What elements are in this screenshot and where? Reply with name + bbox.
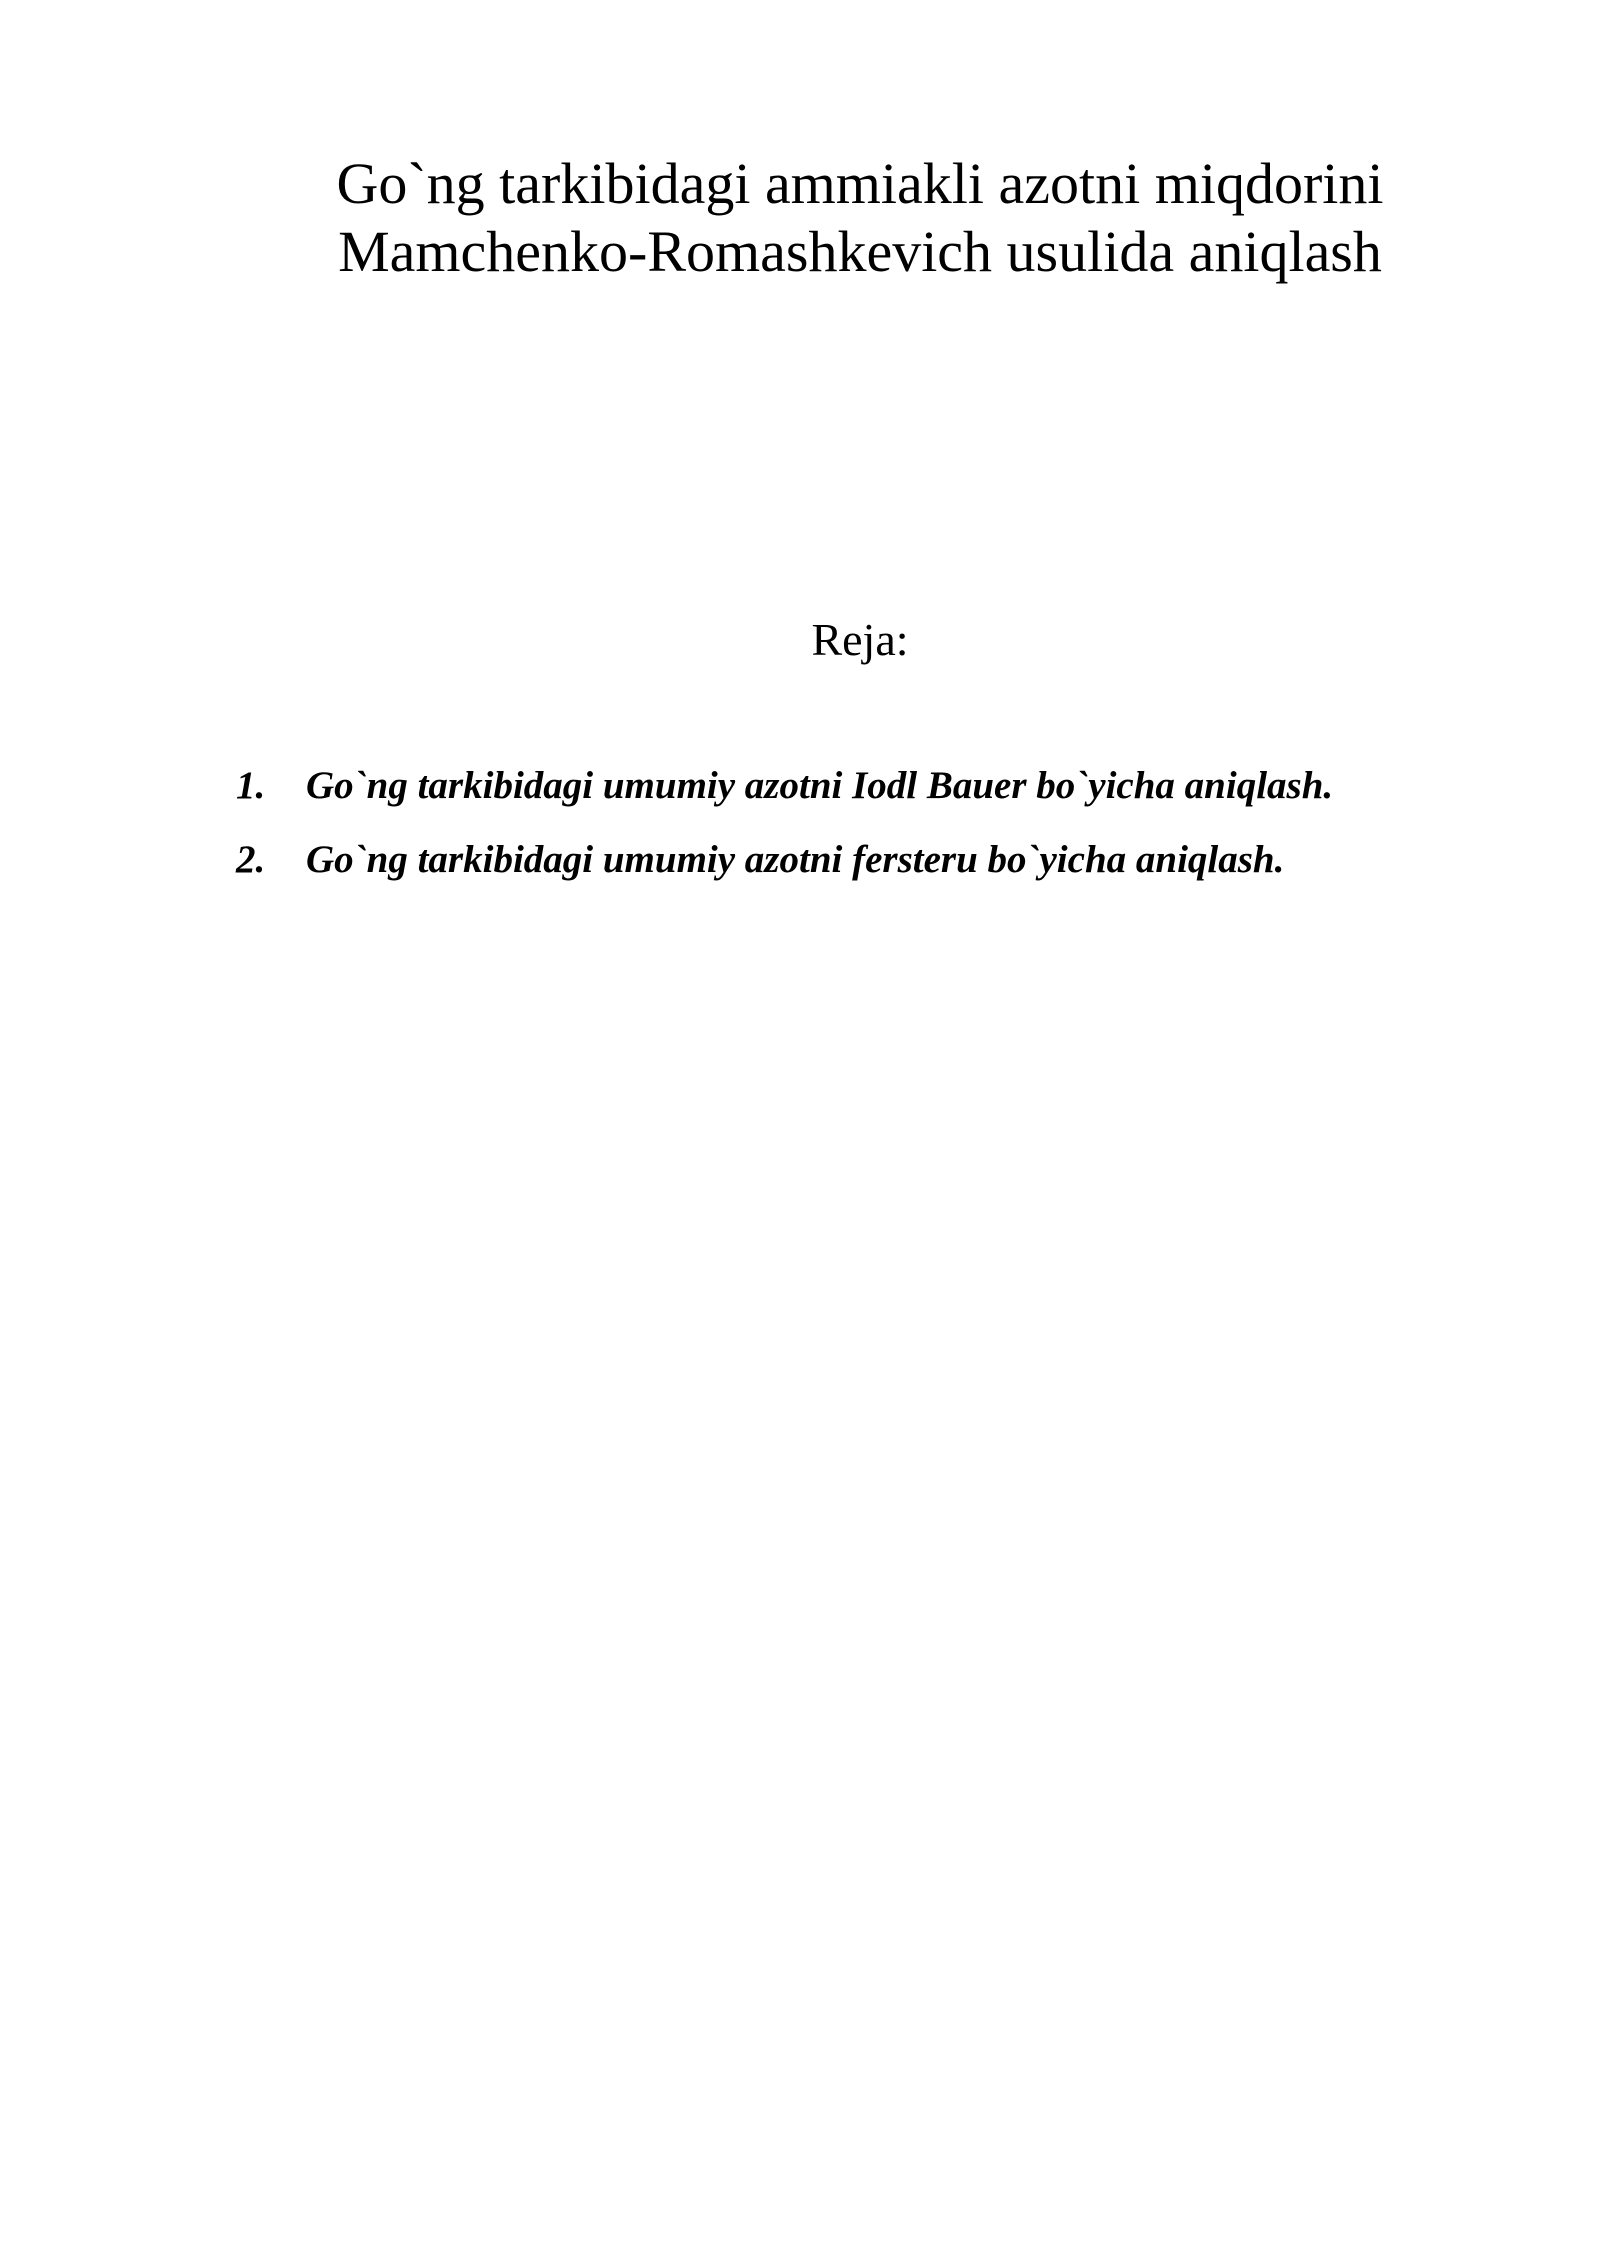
plan-item-number: 2. — [236, 838, 266, 881]
document-title — [240, 150, 1480, 286]
plan-list — [230, 760, 1530, 908]
plan-item-text: Go`ng tarkibidagi umumiy azotni Iodl Bauer bo`yicha aniqlash. — [306, 764, 1334, 807]
plan-item-number: 1. — [236, 764, 266, 807]
plan-heading: Reja: — [811, 614, 909, 665]
plan-item-1 — [230, 760, 1530, 812]
title-line-1: Go`ng tarkibidagi ammiakli azotni miqdorini — [336, 151, 1384, 216]
plan-item-2 — [230, 834, 1530, 886]
title-line-2: Mamchenko-Romashkevich usulida aniqlash — [338, 219, 1382, 284]
plan-item-text: Go`ng tarkibidagi umumiy azotni fersteru bo`yicha aniqlash. — [306, 838, 1285, 881]
